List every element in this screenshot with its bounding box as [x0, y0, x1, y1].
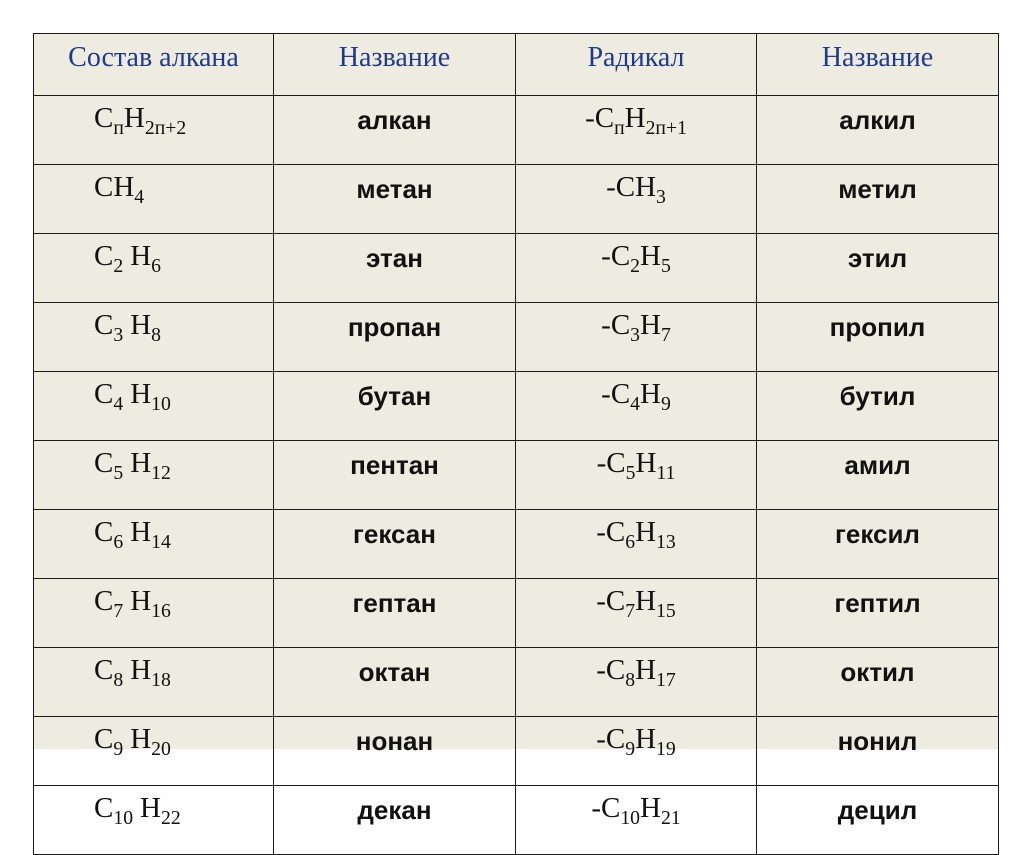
formula-subscript: 2 [113, 254, 124, 277]
formula-part: H [624, 102, 646, 134]
formula-part: C [94, 240, 114, 272]
formula-part: C [94, 378, 114, 410]
alkane-formula-cell [34, 648, 274, 717]
alkane-formula-cell [34, 234, 274, 303]
formula-subscript: 10 [151, 392, 171, 415]
formula-subscript: 7 [660, 323, 671, 346]
radical-name-cell: гептил [757, 579, 999, 648]
formula-subscript: 6 [151, 254, 162, 277]
formula-subscript: 4 [113, 392, 124, 415]
formula-subscript: 15 [656, 599, 676, 622]
formula-subscript: 2п+2 [144, 116, 187, 139]
radical-formula-cell [516, 786, 757, 855]
radical-name-cell: децил [757, 786, 999, 855]
table-row [34, 372, 999, 441]
formula-subscript: 9 [625, 737, 636, 760]
formula-part: H [130, 447, 152, 479]
formula-subscript: 10 [620, 806, 641, 829]
radical-formula-cell [516, 648, 757, 717]
formula-part: CH [94, 171, 135, 203]
table-row [34, 786, 999, 855]
header-alkane-name: Название [274, 34, 516, 96]
radical-name-cell: бутил [757, 372, 999, 441]
radical-name-cell: метил [757, 165, 999, 234]
formula-subscript: 9 [660, 392, 671, 415]
formula-part: C [94, 447, 114, 479]
formula-subscript: 20 [151, 737, 171, 760]
alkane-formula-cell [34, 510, 274, 579]
table-row [34, 579, 999, 648]
formula-subscript: 7 [113, 599, 124, 622]
formula-part: -C [596, 654, 626, 686]
formula-subscript: 6 [625, 530, 636, 553]
radical-name-cell: октил [757, 648, 999, 717]
header-radical: Радикал [516, 34, 757, 96]
radical-name-cell: гексил [757, 510, 999, 579]
table-row [34, 96, 999, 165]
formula-part: H [130, 654, 152, 686]
formula-subscript: 16 [151, 599, 171, 622]
formula-part: H [635, 585, 657, 617]
formula-subscript: 8 [113, 668, 124, 691]
formula-subscript: 13 [656, 530, 676, 553]
formula-part: -C [596, 447, 626, 479]
formula-subscript: 14 [151, 530, 171, 553]
radical-name-cell: алкил [757, 96, 999, 165]
alkane-table [33, 33, 999, 855]
alkane-formula-cell [34, 579, 274, 648]
formula-part: -C [601, 378, 631, 410]
formula-subscript: 12 [151, 461, 171, 484]
alkane-name-cell: октан [274, 648, 516, 717]
formula-part: -C [601, 240, 631, 272]
alkane-table-frame [33, 33, 998, 829]
radical-formula-cell [516, 579, 757, 648]
formula-part: -C [591, 792, 621, 824]
formula-subscript: 3 [630, 323, 641, 346]
formula-part: C [94, 585, 114, 617]
alkane-formula-cell [34, 372, 274, 441]
formula-part: H [640, 792, 661, 824]
formula-part: C [94, 102, 114, 134]
formula-part: H [130, 585, 152, 617]
formula-part: -C [596, 723, 626, 755]
alkane-name-cell: гексан [274, 510, 516, 579]
formula-subscript: 4 [134, 185, 145, 208]
formula-subscript: 18 [151, 668, 171, 691]
formula-part: -CH [606, 171, 657, 203]
formula-subscript: 8 [625, 668, 636, 691]
formula-part: C [94, 792, 114, 824]
formula-part: C [94, 723, 114, 755]
alkane-formula-cell [34, 441, 274, 510]
formula-part: H [635, 723, 657, 755]
formula-subscript: 9 [113, 737, 124, 760]
formula-subscript: 2п+1 [645, 116, 687, 139]
formula-part: H [640, 240, 661, 272]
formula-part: H [140, 792, 161, 824]
radical-formula-cell [516, 303, 757, 372]
formula-part: C [94, 516, 114, 548]
table-row [34, 165, 999, 234]
alkane-name-cell: декан [274, 786, 516, 855]
alkane-name-cell: пропан [274, 303, 516, 372]
table-row [34, 648, 999, 717]
alkane-formula-cell [34, 717, 274, 786]
formula-subscript: 22 [161, 806, 181, 829]
formula-part: C [94, 654, 114, 686]
alkane-formula-cell [34, 165, 274, 234]
formula-part: -C [596, 516, 626, 548]
formula-subscript: 11 [656, 461, 676, 484]
formula-subscript: 4 [630, 392, 641, 415]
formula-part: H [130, 516, 152, 548]
radical-name-cell: этил [757, 234, 999, 303]
radical-name-cell: нонил [757, 717, 999, 786]
alkane-name-cell: метан [274, 165, 516, 234]
alkane-name-cell: пентан [274, 441, 516, 510]
formula-part: H [640, 378, 661, 410]
radical-name-cell: пропил [757, 303, 999, 372]
table-row [34, 234, 999, 303]
table-row [34, 441, 999, 510]
formula-subscript: 2 [630, 254, 641, 277]
formula-subscript: 5 [113, 461, 124, 484]
alkane-formula-cell [34, 786, 274, 855]
formula-part: -C [601, 309, 631, 341]
formula-part: H [130, 378, 152, 410]
radical-formula-cell [516, 717, 757, 786]
alkane-name-cell: алкан [274, 96, 516, 165]
radical-formula-cell [516, 441, 757, 510]
formula-part: H [130, 723, 152, 755]
formula-part: H [130, 240, 152, 272]
radical-formula-cell [516, 510, 757, 579]
radical-formula-cell [516, 165, 757, 234]
formula-subscript: 19 [656, 737, 676, 760]
radical-formula-cell [516, 96, 757, 165]
radical-name-cell: амил [757, 441, 999, 510]
formula-subscript: 21 [660, 806, 681, 829]
formula-part: H [635, 654, 657, 686]
formula-part: H [635, 447, 657, 479]
formula-subscript: 3 [113, 323, 124, 346]
alkane-formula-cell [34, 96, 274, 165]
formula-subscript: 5 [660, 254, 671, 277]
formula-subscript: 10 [113, 806, 134, 829]
alkane-name-cell: гептан [274, 579, 516, 648]
alkane-name-cell: бутан [274, 372, 516, 441]
header-composition: Состав алкана [34, 34, 274, 96]
formula-subscript: п [113, 116, 124, 139]
formula-subscript: 7 [625, 599, 636, 622]
radical-formula-cell [516, 234, 757, 303]
alkane-formula-cell [34, 303, 274, 372]
formula-part: -C [596, 585, 626, 617]
formula-part: H [123, 102, 145, 134]
table-row [34, 510, 999, 579]
formula-part: -C [585, 102, 615, 134]
table-row [34, 717, 999, 786]
formula-part: C [94, 309, 114, 341]
formula-part: H [640, 309, 661, 341]
formula-subscript: 17 [656, 668, 676, 691]
formula-subscript: 6 [113, 530, 124, 553]
formula-subscript: 8 [151, 323, 162, 346]
formula-part: H [130, 309, 152, 341]
formula-part: H [635, 516, 657, 548]
alkane-name-cell: нонан [274, 717, 516, 786]
alkane-name-cell: этан [274, 234, 516, 303]
radical-formula-cell [516, 372, 757, 441]
table-row [34, 303, 999, 372]
header-radical-name: Название [757, 34, 999, 96]
table-header-row [34, 34, 999, 96]
formula-subscript: п [614, 116, 625, 139]
formula-subscript: 5 [625, 461, 636, 484]
formula-subscript: 3 [656, 185, 666, 208]
